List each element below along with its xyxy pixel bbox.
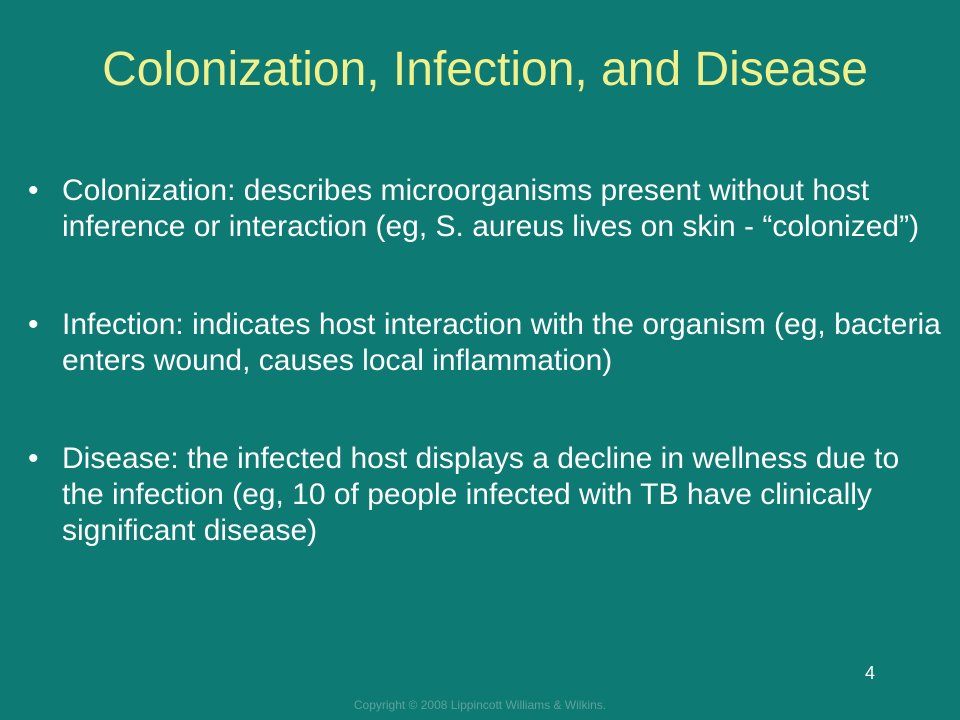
slide-title: Colonization, Infection, and Disease [102,43,868,96]
bullet-list [28,173,948,549]
bullet-icon: • [28,442,39,475]
bullet-icon: • [28,308,39,341]
bullet-item-infection [28,307,948,379]
bullet-text: Colonization: describes microorganisms present without host inference or interaction (eg, S. aureus lives on skin - “colonized”) [62,174,920,243]
bullet-item-disease [28,441,948,549]
bullet-icon: • [28,174,39,207]
slide-number: 4 [865,663,876,683]
bullet-text: Disease: the infected host displays a decline in wellness due to the infection (eg, 10 of people infected with TB have clinically significant disease) [62,442,900,547]
bullet-item-colonization [28,173,948,245]
copyright-notice: Copyright © 2008 Lippincott Williams & Wilkins. [353,698,607,712]
bullet-text: Infection: indicates host interaction with the organism (eg, bacteria enters wound, causes local inflammation) [62,308,941,377]
